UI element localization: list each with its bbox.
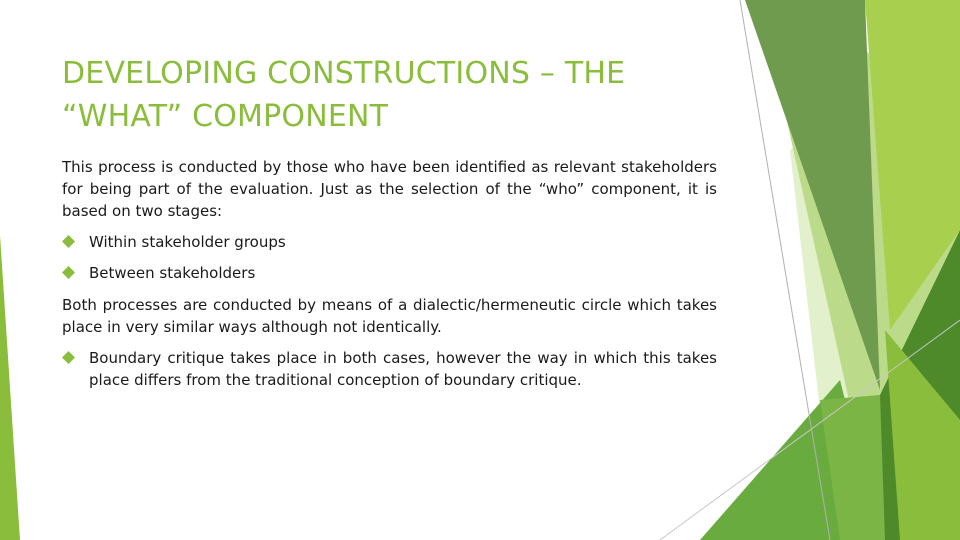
bullet-text: Boundary critique takes place in both cases, however the way in which this takes place differs from the traditional conception of boundary critique. xyxy=(89,349,717,389)
diamond-bullet-icon xyxy=(62,235,75,248)
left-edge-stripe xyxy=(0,235,20,540)
slide-title: DEVELOPING CONSTRUCTIONS – THE “WHAT” COMPONENT xyxy=(62,56,626,134)
intro-paragraph: This process is conducted by those who have been identified as relevant stakeholders for being part of the evaluation. Just as the selection of the “who” component, it is based on two stages: xyxy=(62,158,717,220)
bullet-item xyxy=(62,262,717,284)
bullet-item xyxy=(62,231,717,253)
diamond-bullet-icon xyxy=(62,266,75,279)
diamond-bullet-icon xyxy=(62,351,75,364)
bullet-text: Within stakeholder groups xyxy=(89,233,286,251)
second-paragraph: Both processes are conducted by means of a dialectic/hermeneutic circle which takes place in very similar ways although not identically. xyxy=(62,296,717,336)
bullet-text: Between stakeholders xyxy=(89,264,256,282)
bullet-item xyxy=(62,347,717,391)
